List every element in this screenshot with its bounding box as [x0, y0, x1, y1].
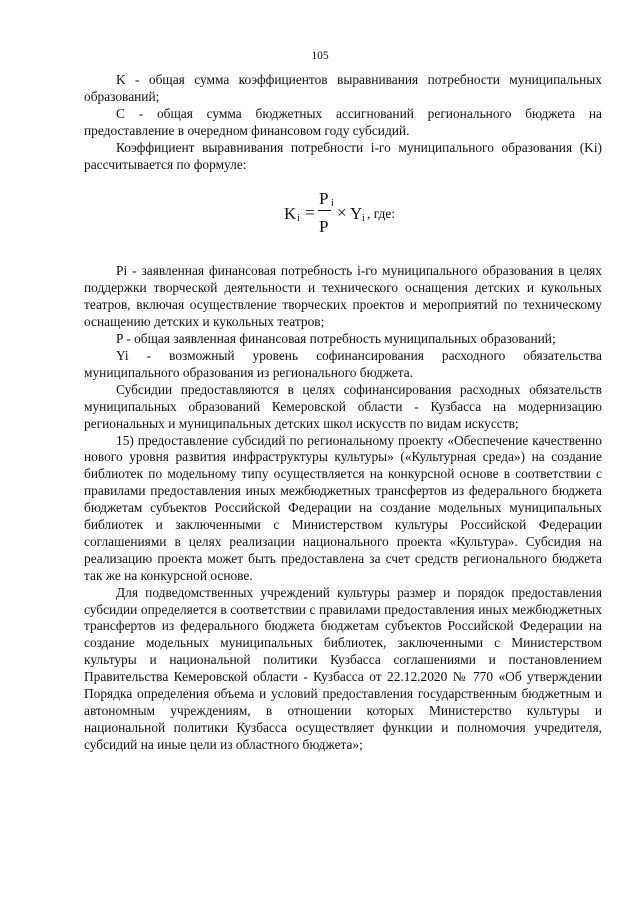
paragraph-formula-intro: Коэффициент выравнивания потребности i-го муниципального образования (Ki) рассчитывается по формуле:	[84, 139, 602, 172]
paragraph-pi-definition: Pi - заявленная финансовая потребность i-го муниципального образования в целях поддержки творческой деятельности и технического оснащения детских и кукольных театров, включая осуществление творческих проектов и мероприятий по техническому оснащению детских и кукольных театров;	[84, 263, 602, 330]
formula	[84, 185, 602, 243]
paragraph-subordinate-institutions: Для подведомственных учреждений культуры размер и порядок предоставления субсидии определяется в соответствии с правилами предоставления иных межбюджетных трансфертов из федерального бюджета бюджетам субъектов Российской Федерации на создание модельных муниципальных библиотек, заключенными с Министерством культуры и национальной политики Кузбасса соглашениями и постановлением Правительства Кемеровской области - Кузбасса от 22.12.2020 № 770 «Об утверждении Порядка определения объема и условий предоставления государственным бюджетным и автономным учреждениям, в отношении которых Министерство культуры и национальной политики Кузбасса осуществляет функции и полномочия учредителя, субсидий на иные цели из областного бюджета»;	[84, 584, 602, 752]
paragraph-k-definition: K - общая сумма коэффициентов выравнивания потребности муниципальных образований;	[84, 72, 602, 104]
formula-factor-subscript: i	[362, 213, 365, 225]
formula-lhs: K	[284, 204, 297, 224]
formula-equals: =	[305, 203, 315, 223]
formula-numerator-subscript: i	[331, 198, 334, 210]
formula-times: ×	[337, 203, 347, 223]
page-number: 105	[311, 50, 329, 62]
document-body	[84, 72, 602, 754]
paragraph-subsidies-purpose: Субсидии предоставляются в целях софинансирования расходных обязательств муниципальных образований Кемеровской области - Кузбасса на модернизацию региональных и муниципальных детских школ искусств по видам искусств;	[84, 381, 602, 431]
fraction-bar	[318, 210, 331, 211]
formula-lhs-subscript: i	[297, 213, 300, 225]
formula-factor: Y	[350, 204, 363, 224]
paragraph-p-definition: P - общая заявленная финансовая потребность муниципальных образований;	[116, 331, 556, 347]
paragraph-c-definition: C - общая сумма бюджетных ассигнований регионального бюджета на предоставление в очередном финансовом году субсидий.	[84, 105, 602, 138]
paragraph-item-15: 15) предоставление субсидий по региональному проекту «Обеспечение качественно нового уровня развития инфраструктуры культуры» («Культурная среда») на создание библиотек по модельному типу осуществляется на конкурсной основе в соответствии с правилами предоставления иных межбюджетных трансфертов из федерального бюджета бюджетам субъектов Российской Федерации на создание модельных муниципальных библиотек и заключенными с Министерством культуры Российской Федерации соглашениями в целях реализации национального проекта «Культура». Субсидия на реализацию проекта может быть предоставлена за счет средств регионального бюджета так же на конкурсной основе.	[84, 432, 602, 583]
formula-suffix: , где:	[367, 206, 395, 222]
formula-denominator: P	[319, 217, 329, 237]
paragraph-yi-definition: Yi - возможный уровень софинансирования расходного обязательства муниципального образования из регионального бюджета.	[84, 347, 602, 380]
formula-numerator: P	[319, 189, 329, 209]
formula-expression	[84, 185, 602, 243]
